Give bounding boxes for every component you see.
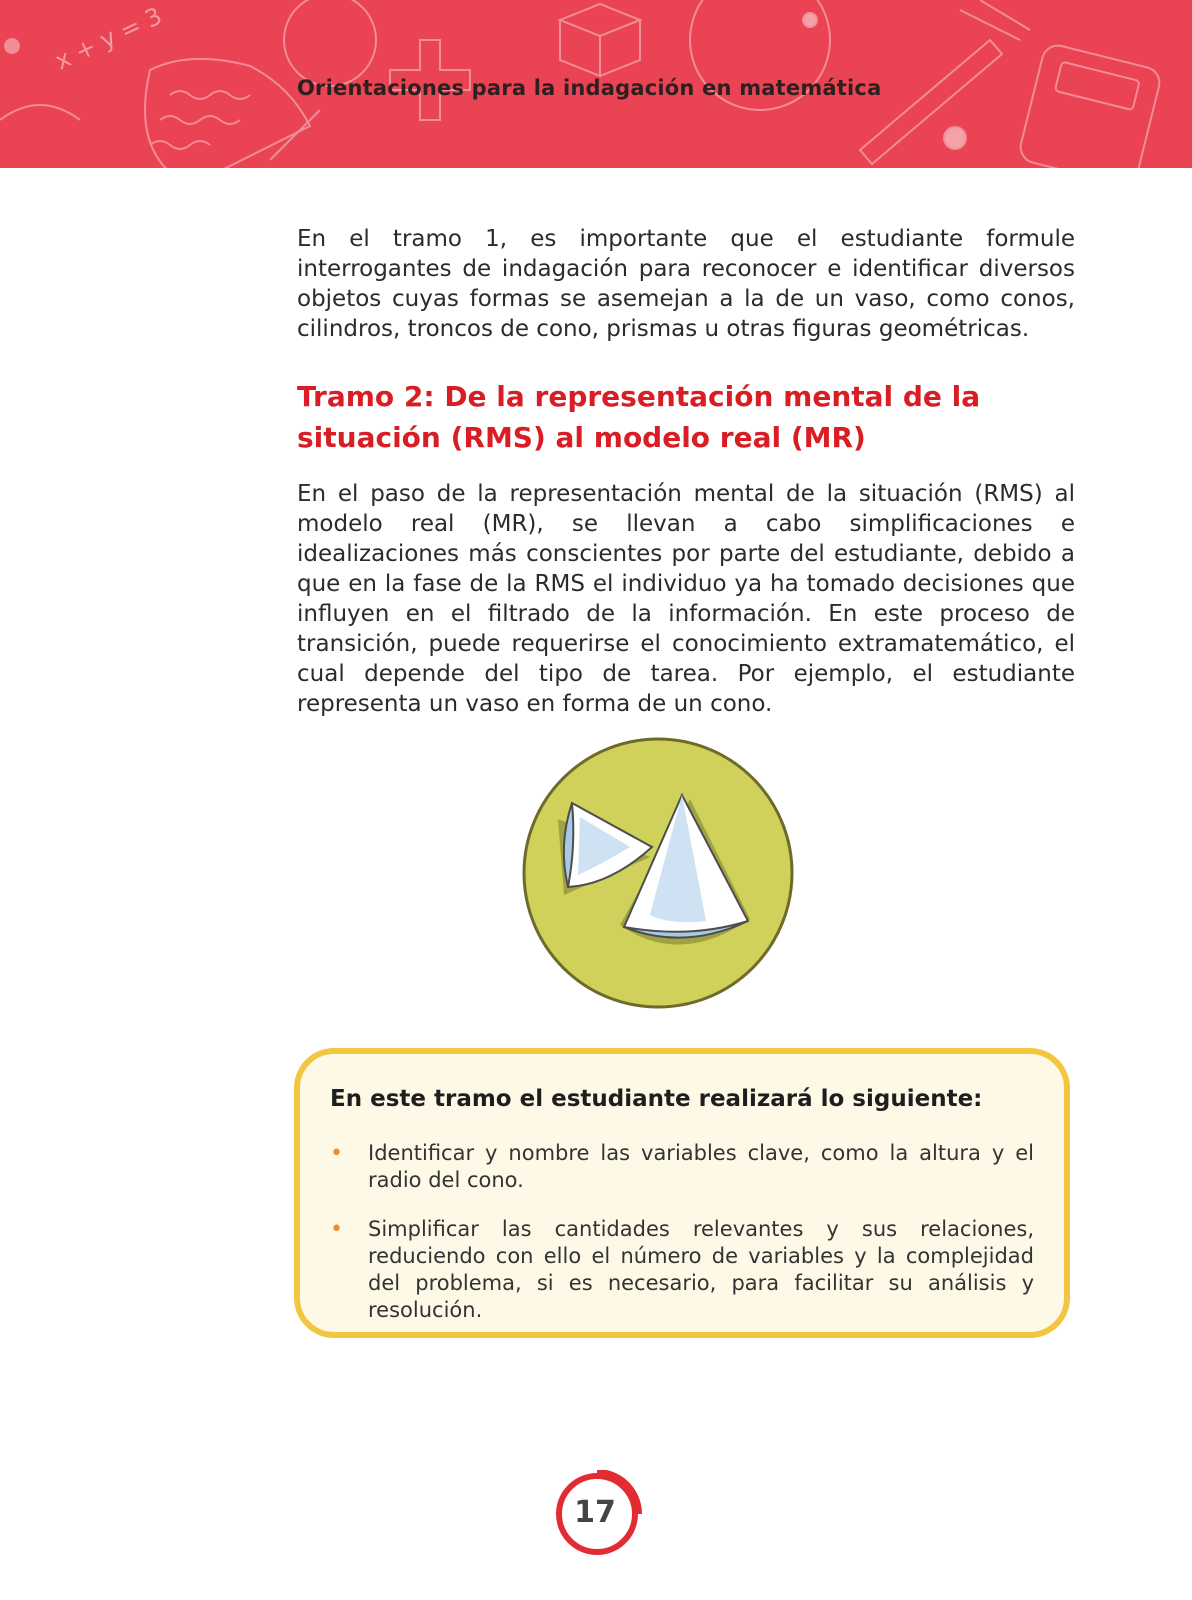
- intro-paragraph: En el tramo 1, es importante que el estudiante formule interrogantes de indagación para reconocer e identificar diversos objetos cuyas formas se asemejan a la de un vaso, como conos, cilindros, troncos de cono, prismas u otras figuras geométricas.: [297, 226, 1075, 342]
- callout-title: En este tramo el estudiante realizará lo siguiente:: [330, 1086, 983, 1112]
- callout-box: [294, 1048, 1070, 1338]
- cone-illustration: [520, 735, 796, 1015]
- page-number-badge: [553, 1470, 643, 1560]
- page-number: 17: [574, 1494, 616, 1530]
- bullet-icon: •: [330, 1217, 343, 1242]
- list-item-text: Simplificar las cantidades relevantes y sus relaciones, reduciendo con ello el número de variables y la complejidad del problema, si es necesario, para facilitar su análisis y resolución.: [368, 1217, 1034, 1322]
- header-band: [0, 0, 1192, 168]
- section-heading: Tramo 2: De la representación mental de la situación (RMS) al modelo real (MR): [297, 380, 981, 454]
- body-paragraph: En el paso de la representación mental de la situación (RMS) al modelo real (MR), se llevan a cabo simplificaciones e idealizaciones más conscientes por parte del estudiante, debido a que en la fase de la RMS el individuo ya ha tomado decisiones que influyen en el filtrado de la información. En este proceso de transición, puede requerirse el conocimiento extramatemático, el cual depende del tipo de tarea. Por ejemplo, el estudiante representa un vaso en forma de un cono.: [297, 481, 1075, 717]
- callout-list: [330, 1140, 1034, 1346]
- list-item-text: Identificar y nombre las variables clave, como la altura y el radio del cono.: [368, 1141, 1034, 1192]
- list-item: [330, 1140, 1034, 1194]
- list-item: [330, 1216, 1034, 1324]
- paper-cone-cups-icon: [520, 735, 796, 1011]
- svg-text:x + y = 3: x + y = 3: [50, 1, 167, 76]
- running-header-title: Orientaciones para la indagación en matemática: [297, 76, 882, 100]
- bullet-icon: •: [330, 1141, 343, 1166]
